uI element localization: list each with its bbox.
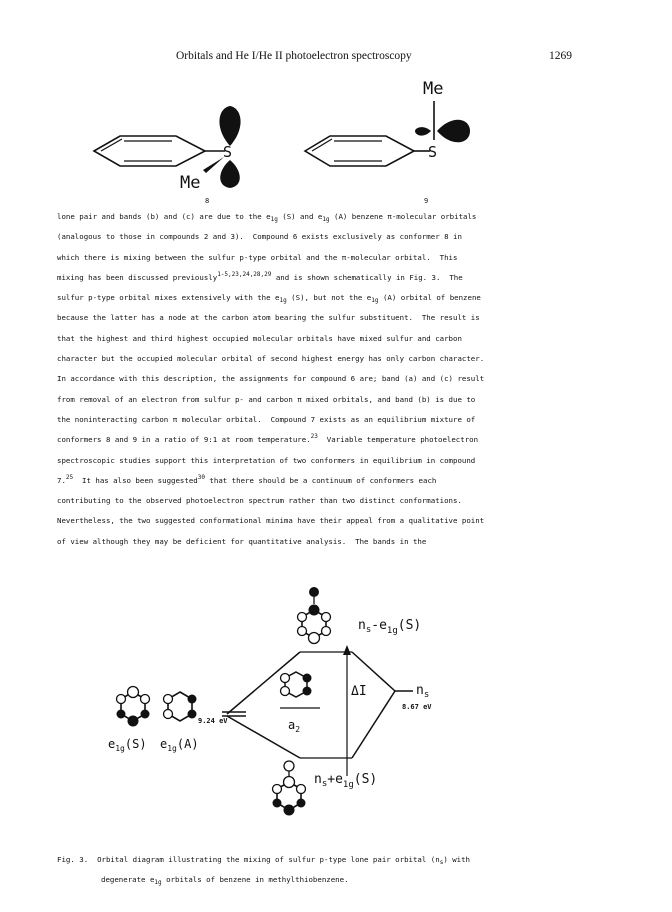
paragraph-line: character but the occupied molecular orbital of second highest energy has only carbon character. bbox=[57, 354, 485, 364]
delta-arrow-head bbox=[343, 645, 351, 655]
caption-line-1: Fig. 3. Orbital diagram illustrating the mixing of sulfur p-type lone pair orbital $(n_s)$ with bbox=[57, 855, 471, 866]
paragraph-line: In accordance with this description, the assignments for compound 6 are; band (a) and (c) result bbox=[57, 374, 485, 384]
compound-number-9: 9 bbox=[424, 197, 429, 205]
paragraph-line: from removal of an electron from sulfur p- and carbon π mixed orbitals, and band (b) is due to bbox=[57, 394, 476, 404]
ns-label: $n_s$ bbox=[416, 683, 430, 700]
benzene-energy: 9.24 eV bbox=[198, 717, 228, 725]
lower-orbital-label: $n_s+e_{1g}(S)$ bbox=[314, 772, 378, 790]
paragraph-line: spectroscopic studies support this interpretation of two conformers in equilibrium in compound bbox=[57, 455, 476, 465]
paragraph-line: (analogous to those in compounds 2 and 3). Compound 6 exists exclusively as conformer 8 in bbox=[57, 232, 462, 242]
paragraph-line: Nevertheless, the two suggested conformational minima have their appeal from a qualitative point bbox=[57, 516, 485, 526]
figure-caption bbox=[57, 850, 627, 890]
compound-number-8: 8 bbox=[205, 197, 210, 205]
methyl-9: Me bbox=[423, 79, 444, 99]
paragraph-line: the noninteracting carbon π molecular orbital. Compound 7 exists as an equilibrium mixture of bbox=[57, 414, 476, 424]
ns-energy: 8.67 eV bbox=[402, 703, 432, 711]
delta-i-label: ΔI bbox=[351, 684, 367, 699]
paragraph-line: 7.25 It has also been suggested$^{30}$ that there should be a continuum of conformers each bbox=[57, 473, 437, 485]
paragraph-line: mixing has been discussed previously$^{1-5,23,24,28,29}$ and is shown schematically in Fig. 3. The bbox=[57, 270, 463, 282]
a2-orbital-icon bbox=[281, 672, 312, 697]
sulfur-atom-8: S bbox=[223, 143, 233, 161]
e1g-s-orbital-icon bbox=[117, 687, 150, 727]
e1g-s-label: $e_{1g}(S)$ bbox=[108, 737, 147, 753]
paragraph-line: that the highest and third highest occupied molecular orbitals have mixed sulfur and carbon bbox=[57, 333, 462, 343]
caption-line-2: degenerate $e_{1g}$ orbitals of benzene in methylthiobenzene. bbox=[101, 875, 349, 886]
sulfur-atom-9: S bbox=[428, 143, 438, 161]
upper-orbital-label: $n_s-e_{1g}(S)$ bbox=[358, 618, 422, 636]
lower-orbital-icon bbox=[273, 761, 306, 816]
paragraph-line: lone pair and bands (b) and (c) are due to the $e_{1g}$ (S) and $e_{1g}$ (A) benzene π-molecular orbitals bbox=[57, 212, 477, 223]
paragraph-line: which there is mixing between the sulfur p-type orbital and the π-molecular orbital. This bbox=[57, 252, 458, 262]
caption-prefix: Fig. 3. bbox=[57, 855, 89, 864]
paragraph-line: because the latter has a node at the carbon atom bearing the sulfur substituent. The result is bbox=[57, 313, 480, 323]
paragraph-line: conformers 8 and 9 in a ratio of 9:1 at room temperature.$^{23}$ Variable temperature photoelectron bbox=[57, 433, 479, 445]
paragraph-line: of view although they may be deficient for quantitative analysis. The bands in the bbox=[57, 536, 427, 546]
page-number: 1269 bbox=[549, 50, 572, 62]
methyl-8: Me bbox=[180, 173, 201, 193]
upper-orbital-icon bbox=[298, 587, 331, 644]
e1g-a-label: $e_{1g}(A)$ bbox=[160, 737, 199, 753]
running-title: Orbitals and He I/He II photoelectron spectroscopy bbox=[176, 50, 412, 62]
e1g-a-orbital-icon bbox=[164, 692, 197, 721]
paragraph-line: sulfur p-type orbital mixes extensively with the $e_{1g}$ (S), but not the $e_{1g}$ (A) orbital of benzene bbox=[57, 293, 481, 305]
paragraph-line: contributing to the observed photoelectron spectrum rather than two distinct conformations. bbox=[57, 496, 462, 506]
a2-label: $a_2$ bbox=[288, 718, 301, 734]
